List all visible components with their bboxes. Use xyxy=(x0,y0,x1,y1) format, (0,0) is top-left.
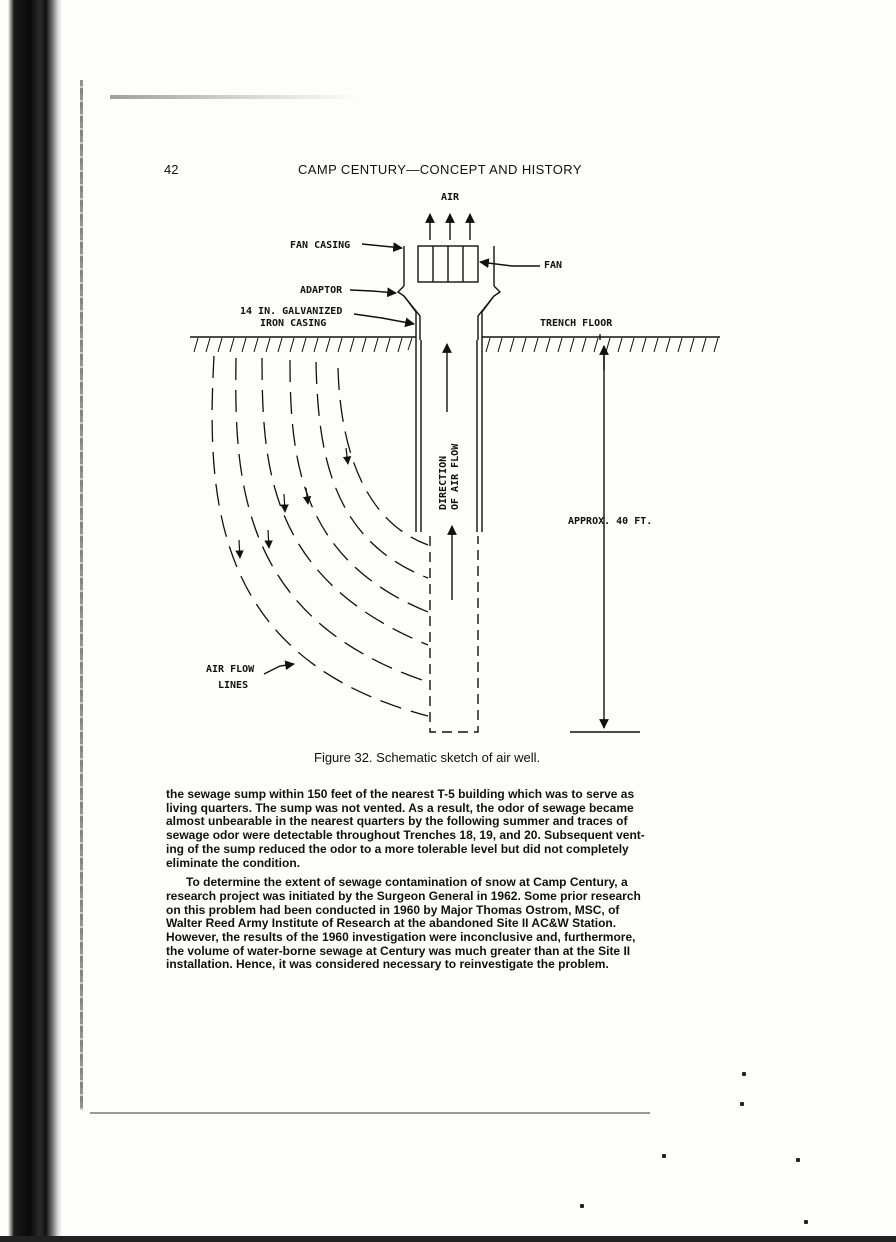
page-header-title: CAMP CENTURY—CONCEPT AND HISTORY xyxy=(298,162,582,177)
flow-line-2 xyxy=(316,362,428,578)
label-direction-1: DIRECTION xyxy=(438,455,449,510)
label-iron-casing-2: IRON CASING xyxy=(260,318,327,329)
adaptor-leader xyxy=(350,290,396,293)
paragraph-2-line: research project was initiated by the Surgeon General in 1962. Some prior research xyxy=(166,888,641,903)
label-fan: FAN xyxy=(544,260,563,271)
adaptor-right-inner xyxy=(478,296,494,340)
flow-line-3 xyxy=(290,360,428,612)
body-text xyxy=(166,788,746,972)
paragraph-1-line: almost unbearable in the nearest quarters by the following summer and traces of xyxy=(166,814,628,829)
paragraph-1-line: the sewage sump within 150 feet of the nearest T-5 building which was to serve as xyxy=(166,787,635,801)
paragraph-2-line: installation. Hence, it was considered necessary to reinvestigate the problem. xyxy=(166,957,609,972)
air-flow-leader xyxy=(264,664,294,674)
paragraph-1-line: sewage odor were detectable throughout Trenches 18, 19, and 20. Subsequent vent- xyxy=(166,828,645,843)
label-fan-casing: FAN CASING xyxy=(290,240,351,251)
trench-floor-hatching xyxy=(194,338,718,352)
flow-line-4 xyxy=(262,358,428,645)
label-iron-casing-1: 14 IN. GALVANIZED xyxy=(240,306,343,317)
adaptor-right xyxy=(482,286,500,340)
adaptor-left-inner xyxy=(404,296,420,340)
paragraph-2-line: However, the results of the 1960 investigation were inconclusive and, furthermore, xyxy=(166,930,636,945)
scan-speck xyxy=(804,1220,808,1224)
scan-speck xyxy=(740,1102,744,1106)
paragraph-2-line: Walter Reed Army Institute of Research at the abandoned Site II AC&W Station. xyxy=(166,916,617,931)
label-direction-2: OF AIR FLOW xyxy=(450,443,461,510)
label-adaptor: ADAPTOR xyxy=(300,285,343,296)
label-depth: APPROX. 40 FT. xyxy=(568,516,653,527)
label-trench-floor: TRENCH FLOOR xyxy=(540,318,613,329)
adaptor-left xyxy=(398,286,416,340)
scan-speck xyxy=(580,1204,584,1208)
paragraph-1-line: ing of the sump reduced the odor to a more tolerable level but did not completely xyxy=(166,841,629,856)
well-shaft-dashed xyxy=(430,536,478,732)
label-air-flow-2: LINES xyxy=(218,680,249,691)
paragraph-2-line: on this problem had been conducted in 1960 by Major Thomas Ostrom, MSC, of xyxy=(166,902,620,917)
fan-leader xyxy=(480,262,540,266)
fan-casing-leader xyxy=(362,244,402,248)
flow-line-6 xyxy=(212,356,428,716)
figure-caption: Figure 32. Schematic sketch of air well. xyxy=(314,750,541,765)
paragraph-2-line: To determine the extent of sewage contamination of snow at Camp Century, a xyxy=(166,875,628,890)
flow-line-5 xyxy=(236,358,428,682)
scan-speck xyxy=(796,1158,800,1162)
iron-casing-leader xyxy=(354,314,414,324)
paragraph-1-line: eliminate the condition. xyxy=(166,855,301,870)
scan-speck xyxy=(662,1154,666,1158)
page-bottom-edge xyxy=(0,1236,896,1242)
label-air: AIR xyxy=(441,192,460,203)
page-bottom-rule xyxy=(90,1112,650,1114)
air-flow-lines xyxy=(212,356,428,716)
page-number: 42 xyxy=(164,162,179,177)
scan-speck xyxy=(742,1072,746,1076)
label-air-flow-1: AIR FLOW xyxy=(206,664,255,675)
paragraph-1-line: living quarters. The sump was not vented. As a result, the odor of sewage became xyxy=(166,800,634,815)
paragraph-2-line: the volume of water-borne sewage at Century was much greater than at the Site II xyxy=(166,943,631,958)
